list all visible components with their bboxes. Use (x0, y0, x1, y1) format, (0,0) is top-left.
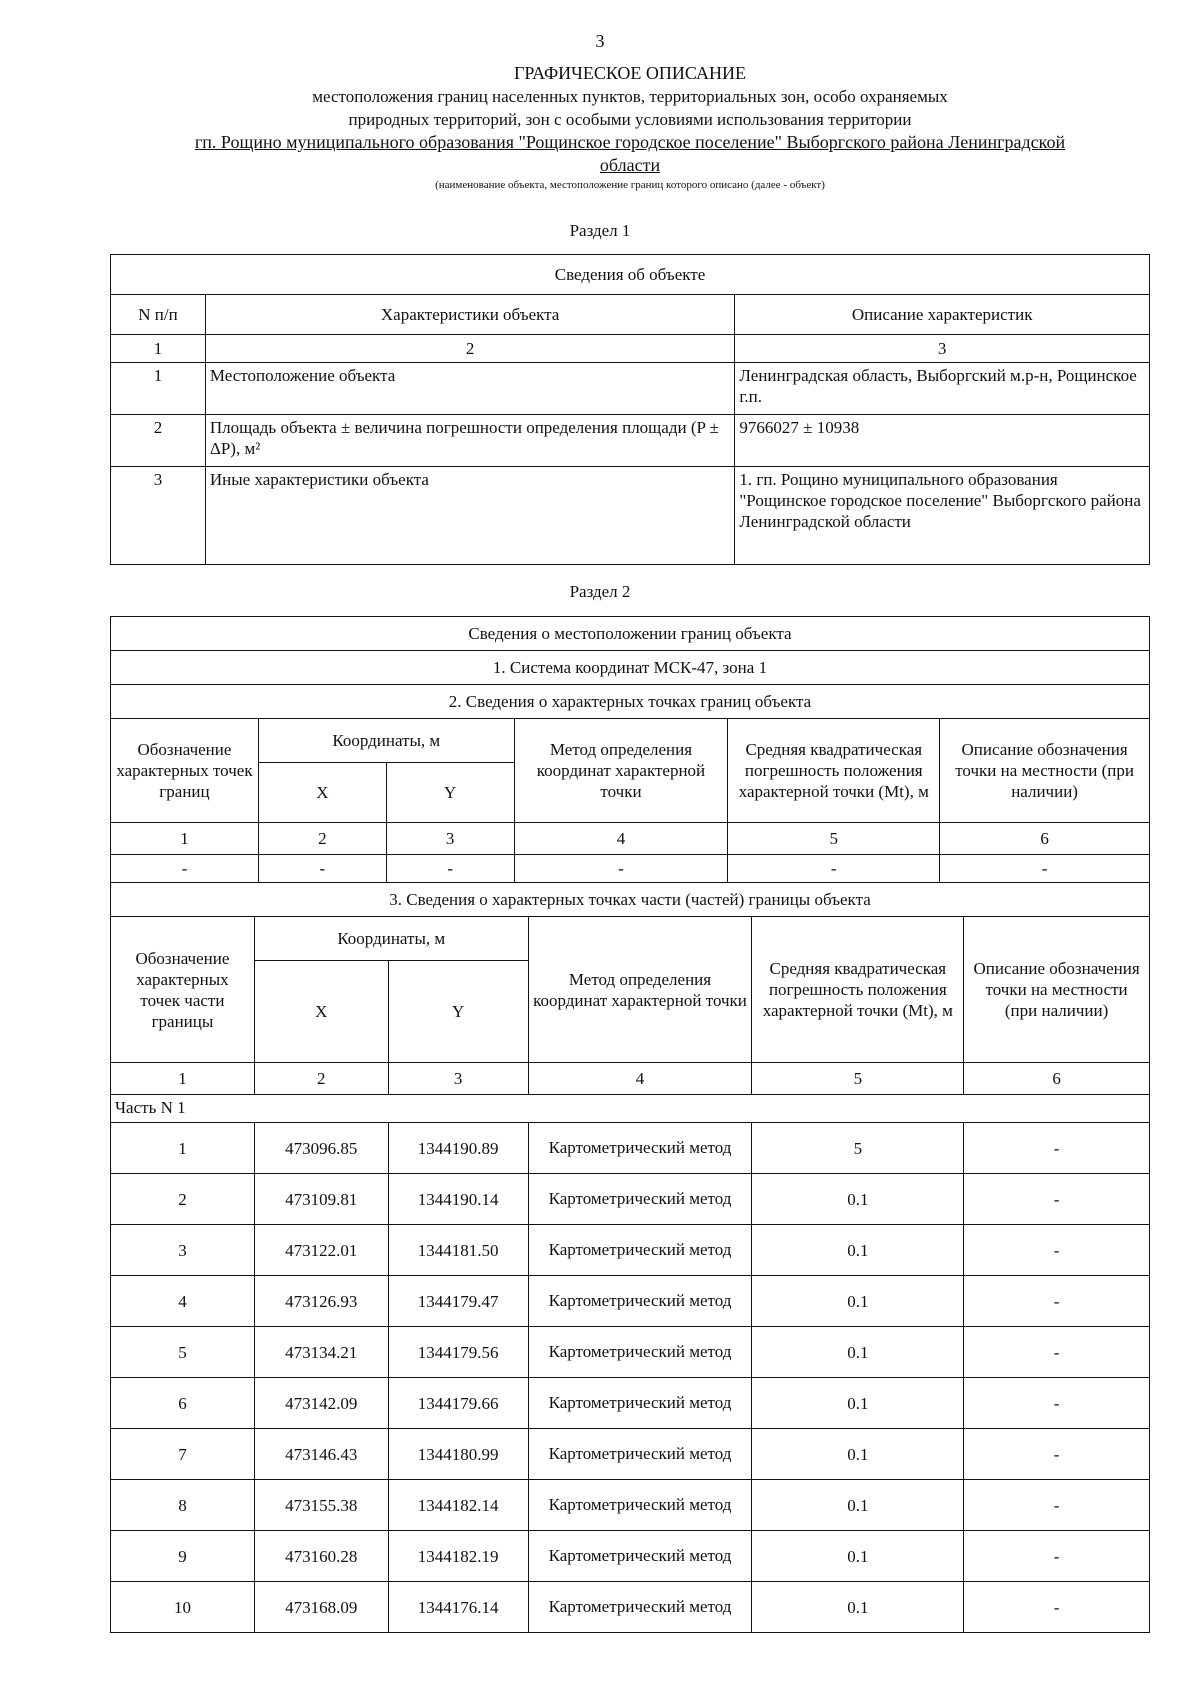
section2-label: Раздел 2 (569, 582, 631, 601)
point-error: 0.1 (752, 1480, 964, 1531)
point-x: 473160.28 (254, 1531, 388, 1582)
col-header-method: Метод определения координат характерной точки (514, 719, 728, 823)
point-number: 1 (111, 1123, 255, 1174)
col-header-error: Средняя квадратическая погрешность положения характерной точки (Mt), м (752, 917, 964, 1063)
part-label: Часть N 1 (111, 1095, 1150, 1123)
row-description: Ленинградская область, Выборгский м.р-н, Рощинское г.п. (735, 363, 1150, 415)
row-number: 2 (111, 415, 206, 467)
point-description: - (964, 1531, 1150, 1582)
point-y: 1344182.14 (388, 1480, 528, 1531)
object-info-table (110, 254, 1150, 565)
point-description: - (964, 1378, 1150, 1429)
point-y: 1344182.19 (388, 1531, 528, 1582)
table-row (111, 363, 1150, 415)
boundary-points-title: 2. Сведения о характерных точках границ объекта (111, 685, 1150, 719)
table-row (111, 467, 1150, 565)
point-number: 5 (111, 1327, 255, 1378)
empty-cell: - (940, 855, 1150, 883)
empty-cell: - (514, 855, 728, 883)
point-number: 2 (111, 1174, 255, 1225)
point-error: 0.1 (752, 1327, 964, 1378)
col-header-n: N п/п (111, 295, 206, 335)
col-number: 1 (111, 335, 206, 363)
coordinate-system: 1. Система координат МСК-47, зона 1 (111, 651, 1150, 685)
point-method: Картометрический метод (528, 1174, 752, 1225)
col-number: 4 (528, 1063, 752, 1095)
point-x: 473155.38 (254, 1480, 388, 1531)
table-row (111, 1327, 1150, 1378)
point-description: - (964, 1123, 1150, 1174)
section1-label: Раздел 1 (569, 221, 631, 240)
object-info-title: Сведения об объекте (111, 255, 1150, 295)
point-error: 0.1 (752, 1276, 964, 1327)
point-error: 0.1 (752, 1429, 964, 1480)
empty-cell: - (728, 855, 940, 883)
col-header-method: Метод определения координат характерной точки (528, 917, 752, 1063)
table-row (111, 855, 1150, 883)
table-row (111, 1276, 1150, 1327)
point-y: 1344190.89 (388, 1123, 528, 1174)
point-error: 0.1 (752, 1531, 964, 1582)
object-name-line2: области (599, 155, 661, 175)
col-number: 2 (254, 1063, 388, 1095)
point-error: 0.1 (752, 1582, 964, 1633)
point-number: 7 (111, 1429, 255, 1480)
col-number: 2 (205, 335, 734, 363)
col-header-y: Y (386, 763, 514, 823)
point-y: 1344180.99 (388, 1429, 528, 1480)
row-characteristic: Иные характеристики объекта (205, 467, 734, 565)
col-number: 5 (752, 1063, 964, 1095)
col-header-x: X (254, 961, 388, 1063)
point-y: 1344181.50 (388, 1225, 528, 1276)
col-number: 3 (388, 1063, 528, 1095)
row-characteristic: Площадь объекта ± величина погрешности определения площади (P ± ΔP), м² (205, 415, 734, 467)
point-method: Картометрический метод (528, 1480, 752, 1531)
point-method: Картометрический метод (528, 1429, 752, 1480)
col-header-error: Средняя квадратическая погрешность положения характерной точки (Mt), м (728, 719, 940, 823)
point-x: 473109.81 (254, 1174, 388, 1225)
point-number: 8 (111, 1480, 255, 1531)
point-x: 473168.09 (254, 1582, 388, 1633)
table-row (111, 1378, 1150, 1429)
col-header-designation: Обозначение характерных точек части границы (111, 917, 255, 1063)
point-error: 0.1 (752, 1378, 964, 1429)
empty-cell: - (258, 855, 386, 883)
empty-cell: - (386, 855, 514, 883)
point-x: 473134.21 (254, 1327, 388, 1378)
point-method: Картометрический метод (528, 1276, 752, 1327)
point-y: 1344179.66 (388, 1378, 528, 1429)
point-description: - (964, 1582, 1150, 1633)
col-number: 3 (735, 335, 1150, 363)
object-name-line1: гп. Рощино муниципального образования "Рощинское городское поселение" Выборгского района Ленинградской (194, 132, 1066, 152)
point-description: - (964, 1225, 1150, 1276)
col-number: 5 (728, 823, 940, 855)
point-number: 6 (111, 1378, 255, 1429)
part-points-title: 3. Сведения о характерных точках части (частей) границы объекта (111, 883, 1150, 917)
boundary-table-title: Сведения о местоположении границ объекта (111, 617, 1150, 651)
document-subtitle-line2: природных территорий, зон с особыми условиями использования территории (348, 110, 912, 129)
point-method: Картометрический метод (528, 1582, 752, 1633)
document-title: ГРАФИЧЕСКОЕ ОПИСАНИЕ (513, 63, 747, 83)
row-number: 1 (111, 363, 206, 415)
point-number: 9 (111, 1531, 255, 1582)
col-header-point-description: Описание обозначения точки на местности (при наличии) (940, 719, 1150, 823)
table-row (111, 1582, 1150, 1633)
part-points-table (110, 882, 1150, 1633)
col-number: 4 (514, 823, 728, 855)
point-x: 473126.93 (254, 1276, 388, 1327)
points-body (111, 1123, 1150, 1633)
col-header-coordinates: Координаты, м (254, 917, 528, 961)
empty-cell: - (111, 855, 259, 883)
row-description: 9766027 ± 10938 (735, 415, 1150, 467)
row-characteristic: Местоположение объекта (205, 363, 734, 415)
document-header (110, 62, 1150, 193)
point-method: Картометрический метод (528, 1225, 752, 1276)
col-number: 6 (964, 1063, 1150, 1095)
table-row (111, 1531, 1150, 1582)
point-number: 10 (111, 1582, 255, 1633)
point-y: 1344179.47 (388, 1276, 528, 1327)
col-number: 2 (258, 823, 386, 855)
col-number: 1 (111, 1063, 255, 1095)
col-header-description: Описание характеристик (735, 295, 1150, 335)
row-number: 3 (111, 467, 206, 565)
page-number: 3 (595, 31, 605, 51)
table-row (111, 415, 1150, 467)
col-header-coordinates: Координаты, м (258, 719, 514, 763)
point-method: Картометрический метод (528, 1531, 752, 1582)
row-description: 1. гп. Рощино муниципального образования "Рощинское городское поселение" Выборгского района Ленинградской области (735, 467, 1150, 565)
table-row (111, 1174, 1150, 1225)
object-name-hint: (наименование объекта, местоположение границ которого описано (далее - объект) (435, 179, 825, 191)
point-x: 473146.43 (254, 1429, 388, 1480)
point-description: - (964, 1276, 1150, 1327)
point-number: 3 (111, 1225, 255, 1276)
point-y: 1344190.14 (388, 1174, 528, 1225)
point-description: - (964, 1480, 1150, 1531)
point-x: 473122.01 (254, 1225, 388, 1276)
point-x: 473142.09 (254, 1378, 388, 1429)
col-header-designation: Обозначение характерных точек границ (111, 719, 259, 823)
point-x: 473096.85 (254, 1123, 388, 1174)
col-header-x: X (258, 763, 386, 823)
point-number: 4 (111, 1276, 255, 1327)
table-row (111, 1123, 1150, 1174)
point-method: Картометрический метод (528, 1123, 752, 1174)
point-method: Картометрический метод (528, 1327, 752, 1378)
point-description: - (964, 1174, 1150, 1225)
table-row (111, 1480, 1150, 1531)
boundary-table (110, 616, 1150, 883)
col-header-y: Y (388, 961, 528, 1063)
table-row (111, 1225, 1150, 1276)
col-number: 6 (940, 823, 1150, 855)
point-y: 1344179.56 (388, 1327, 528, 1378)
point-description: - (964, 1429, 1150, 1480)
col-number: 3 (386, 823, 514, 855)
point-error: 0.1 (752, 1174, 964, 1225)
document-subtitle-line1: местоположения границ населенных пунктов, территориальных зон, особо охраняемых (312, 87, 948, 106)
point-method: Картометрический метод (528, 1378, 752, 1429)
point-description: - (964, 1327, 1150, 1378)
col-header-point-description: Описание обозначения точки на местности (при наличии) (964, 917, 1150, 1063)
col-number: 1 (111, 823, 259, 855)
point-y: 1344176.14 (388, 1582, 528, 1633)
point-error: 0.1 (752, 1225, 964, 1276)
col-header-characteristic: Характеристики объекта (205, 295, 734, 335)
table-row (111, 1429, 1150, 1480)
point-error: 5 (752, 1123, 964, 1174)
